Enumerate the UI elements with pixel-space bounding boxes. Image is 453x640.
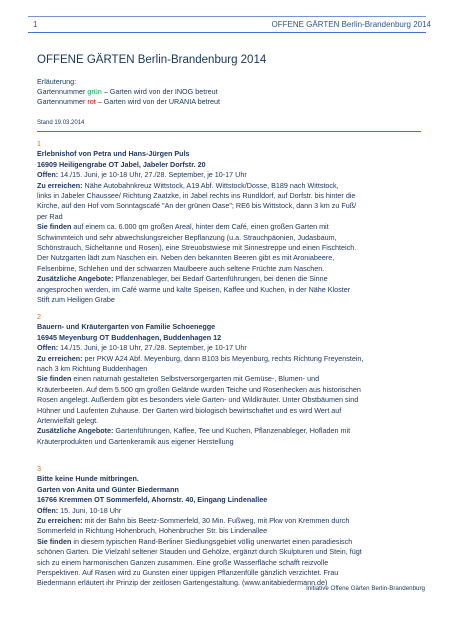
text-line: [37, 526, 421, 536]
header-rule: [28, 16, 426, 17]
bold-label: Bauern- und Kräutergarten von Familie Schoenegge: [37, 322, 216, 332]
legend-text: – Garten wird von der INOG betreut: [101, 87, 218, 96]
text-line: [37, 181, 421, 191]
line-text: Perspektiven. Auf Rasen wird zu Gunsten einer üppigen Pflanzenfülle gänzlich verzichtet. Frau: [37, 568, 339, 578]
bold-label: Zusätzliche Angebote:: [37, 426, 114, 436]
line-text: Hühner und Laufenten Zuhause. Der Garten wird biologisch bewirtschaftet und es wird Wert auf: [37, 405, 342, 415]
text-line: [37, 295, 421, 305]
line-text: Felsenbirne, Schlehen und der schwarzen Maulbeere auch seltene Früchte zum Naschen.: [37, 263, 325, 273]
bold-label: Garten von Anita und Günter Biedermann: [37, 484, 179, 494]
text-line: [37, 149, 421, 159]
section-1: [37, 139, 421, 306]
text-line: [37, 201, 421, 211]
legend-text: Gartennummer: [37, 97, 88, 106]
line-text: sich zu einem harmonischen Ganzen zusammen. Eine große Wasserfläche schafft reizvolle: [37, 557, 329, 567]
text-line: [37, 558, 421, 568]
text-line: [37, 322, 421, 332]
text-line: [37, 354, 421, 364]
text-line: [37, 406, 421, 416]
document-title: OFFENE GÄRTEN Berlin-Brandenburg 2014: [37, 54, 267, 66]
text-line: [37, 437, 421, 447]
bold-label: Erlebnishof von Petra und Hans-Jürgen Puls: [37, 149, 190, 159]
text-line: [37, 474, 421, 484]
section-number: 1: [37, 139, 41, 148]
line-text: Sommerfeld in Richtung Hohenbruch, Hohenbrucher Str. bis Lindenallee: [37, 526, 268, 536]
line-text: in diesem typischen Rand-Berliner Siedlungsgebiet völlig unerwartet einen paradiesisch: [71, 536, 353, 546]
line-text: schönen Garten. Die Vielzahl seltener Stauden und Gehölze, ergänzt durch Skulpturen und Stein, fügt: [37, 547, 362, 557]
legend-green-word: grün: [87, 87, 102, 96]
line-text: Rosen angelegt. Außerdem gibt es besonders viele Garten- und Wildkräuter. Unter Obstbäumen sind: [37, 395, 359, 405]
line-text: per Rad: [37, 211, 63, 221]
legend-text: – Garten wird von der URANIA betreut: [95, 97, 220, 106]
line-text: Stift zum Heiligen Grabe: [37, 295, 115, 305]
running-header: OFFENE GÄRTEN Berlin-Brandenburg 2014: [271, 20, 431, 29]
legend-heading: Erläuterung:: [37, 77, 77, 86]
stand-divider: [37, 131, 421, 132]
line-text: Gartenführungen, Kaffee, Tee und Kuchen, Pflanzenableger, Hofladen mit: [113, 426, 351, 436]
line-text: angesprochen werden, im Café warme und kalte Speisen, Kaffee und Kuchen, in der Nähe Kloster: [37, 284, 351, 294]
bold-label: Zu erreichen:: [37, 180, 83, 190]
line-text: links in Jabeler Chaussee/ Richtung Zaatzke, in Jabel rechts ins Rundldorf, auf Dorfstr. bis hinter die: [37, 191, 356, 201]
text-line: [37, 395, 421, 405]
section-3: [37, 464, 421, 589]
line-text: Schönstrauch, Sicheltanne und Rosen), eine Streuobstwiese mit Sinnestreppe und einen Fischteich.: [37, 243, 357, 253]
line-text: Kräuterbeeten. Auf dem 5.500 qm großen Gelände wurden Teiche und Rosenhecken aus historischen: [37, 384, 361, 394]
text-line: [37, 537, 421, 547]
text-line: [37, 506, 421, 516]
text-line: [37, 160, 421, 170]
line-text: 14./15. Juni, je 10-18 Uhr, 27./28. September, je 10-17 Uhr: [58, 343, 247, 353]
line-text: Nähe Autobahnkreuz Wittstock, A19 Abf. Wittstock/Dosse, B189 nach Wittstock,: [82, 180, 339, 190]
header-divider: [28, 32, 426, 33]
bold-label: Bitte keine Hunde mitbringen.: [37, 474, 139, 484]
text-line: [37, 274, 421, 284]
bold-label: Offen:: [37, 343, 59, 353]
bold-label: Zu erreichen:: [37, 353, 83, 363]
text-line: [37, 191, 421, 201]
text-line: [37, 212, 421, 222]
footer-text: Initiative Offene Gärten Berlin-Brandenburg: [306, 585, 425, 592]
text-line: [37, 495, 421, 505]
line-text: Kräuterprodukten und Gartenkeramik aus eigener Herstellung: [37, 436, 234, 446]
legend-line-green: [37, 87, 220, 97]
legend-block: [37, 77, 220, 107]
line-text: Pflanzenableger, bei Bedarf Gartenführungen, bei denen die Sinne: [113, 274, 328, 284]
line-text: Schwimmteich und sehr abwechslungsreicher Bepflanzung (u.a. Strauchpäonien, Judasbaum,: [37, 232, 337, 242]
text-line: [37, 416, 421, 426]
text-line: [37, 364, 421, 374]
bold-label: Sie finden: [37, 536, 72, 546]
text-line: [37, 485, 421, 495]
text-line: [37, 170, 421, 180]
text-line: [37, 285, 421, 295]
text-line: [37, 233, 421, 243]
line-text: auf einem ca. 6.000 qm großen Areal, hinter dem Café, einen großen Garten mit: [71, 222, 329, 232]
legend-text: Gartennummer: [37, 87, 88, 96]
bold-label: Sie finden: [37, 222, 72, 232]
text-line: [37, 253, 421, 263]
legend-line-red: [37, 97, 220, 107]
section-number: 2: [37, 312, 41, 321]
line-text: 15. Juni, 10-18 Uhr: [58, 505, 122, 515]
section-2: [37, 312, 421, 447]
text-line: [37, 426, 421, 436]
legend-red-word: rot: [87, 97, 96, 106]
section-number: 3: [37, 464, 41, 473]
bold-label: Zu erreichen:: [37, 516, 83, 526]
bold-label: Zusätzliche Angebote:: [37, 274, 114, 284]
line-text: per PKW A24 Abf. Meyenburg, dann B103 bis Meyenburg, rechts Richtung Freyenstein,: [82, 353, 364, 363]
line-text: 14./15. Juni, je 10-18 Uhr, 27./28. September, je 10-17 Uhr: [58, 170, 247, 180]
bold-label: 16766 Kremmen OT Sommerfeld, Ahornstr. 40, Eingang Lindenallee: [37, 495, 268, 505]
page-number: 1: [33, 20, 38, 29]
line-text: Der Nutzgarten lädt zum Naschen ein. Neben den bekannten Beeren gibt es mit Aroniabeere,: [37, 253, 335, 263]
line-text: nach 3 km Richtung Buddenhagen: [37, 364, 148, 374]
line-text: Kirche, auf den Hof vom Sonntagscafé "An der grünen Oase"; RE6 bis Wittstock, dann 3 km zu Fuß/: [37, 201, 357, 211]
bold-label: Sie finden: [37, 374, 72, 384]
text-line: [37, 568, 421, 578]
text-line: [37, 222, 421, 232]
line-text: mit der Bahn bis Beetz-Sommerfeld, 30 Min. Fußweg, mit Pkw von Kremmen durch: [82, 516, 350, 526]
text-line: [37, 333, 421, 343]
line-text: einen naturnah gestalteten Selbstversorgergarten mit Gemüse-, Blumen- und: [71, 374, 320, 384]
bold-label: Offen:: [37, 170, 59, 180]
bold-label: Offen:: [37, 505, 59, 515]
bold-label: 16909 Heiligengrabe OT Jabel, Jabeler Dorfstr. 20: [37, 159, 206, 169]
text-line: [37, 243, 421, 253]
text-line: [37, 516, 421, 526]
text-line: [37, 374, 421, 384]
stand-date: Stand 19.03.2014: [37, 120, 85, 126]
text-line: [37, 385, 421, 395]
bold-label: 16945 Meyenburg OT Buddenhagen, Buddenhagen 12: [37, 332, 222, 342]
text-line: [37, 343, 421, 353]
text-line: [37, 547, 421, 557]
line-text: Biedermann erläutert ihr Prinzip der zeitlosen Gartengestaltung. (www.anitabiedermann.de): [37, 578, 328, 588]
line-text: Artenvielfalt gelegt.: [37, 416, 99, 426]
text-line: [37, 264, 421, 274]
